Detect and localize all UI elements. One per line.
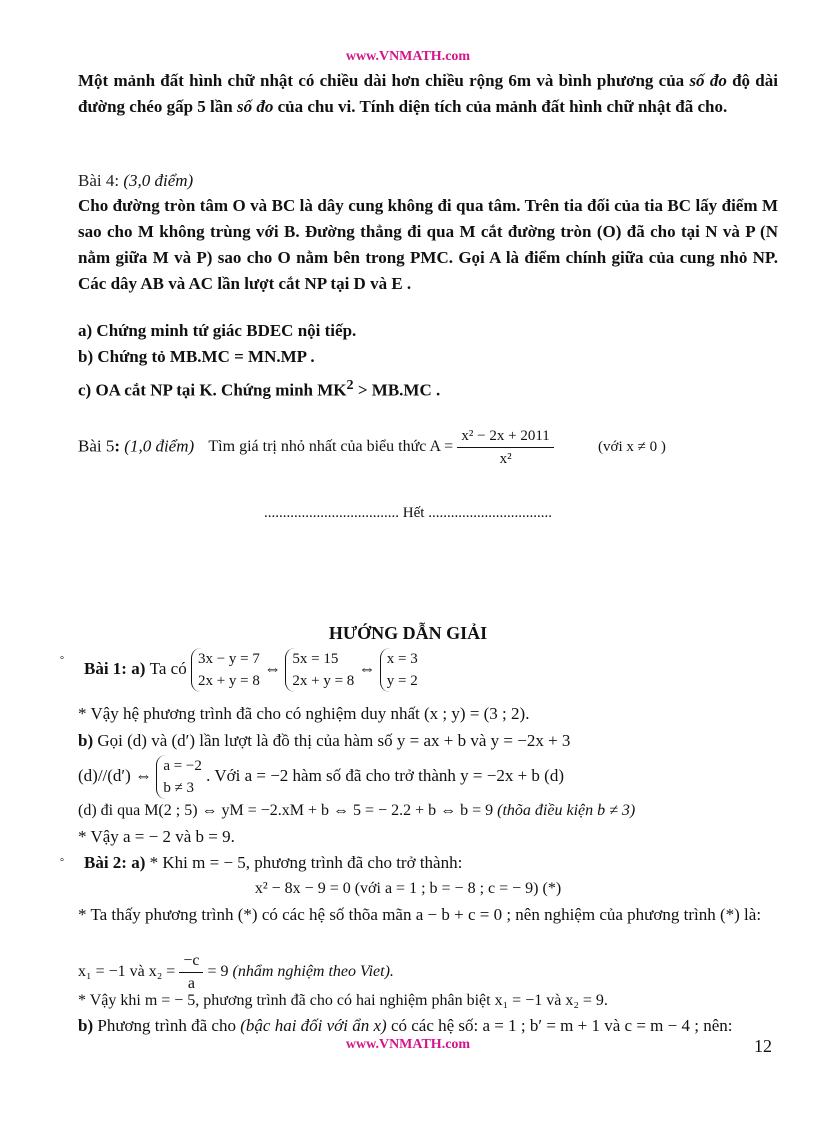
viet-fraction: $\frac{-c}{a}$ [179,950,203,995]
system-parallel: a = −2 b ≠ 3 [156,755,202,799]
bullet-icon: ° [60,655,64,666]
system-2: 5x = 15 2x + y = 8 [285,648,354,692]
sol-line-2: b) Gọi (d) và (d′) lần lượt là đồ thị của hàm số y = ax + b và y = −2x + 3 [78,731,571,750]
sol-line-7: * Vậy khi m = − 5, phương trình đã cho có hai nghiệm phân biệt x₁ = −1 và x₂ = 9. [78,992,608,1009]
system-1: 3x − y = 7 2x + y = 8 [191,648,260,692]
bai4-part-b: b) Chứng tỏ MB.MC = MN.MP . [78,347,315,366]
sol-parallel-line: (d)//(d′) ⇔ a = −2 b ≠ 3 . Với a = −2 hàm số đã cho trở thành y = −2x + b (d) [78,755,778,799]
header-site[interactable]: www.VNMATH.com [345,49,471,64]
bai2-a-line: Bài 2: a) * Khi m = − 5, phương trình đã cho trở thành: [84,853,463,872]
sol-line-6: x₁ = −1 và x₂ = $\frac{-c}{a}$ = 9 (nhẩm nghiệm theo Viet). [78,950,778,995]
end-mark: .................................... Hết ................................. [264,505,552,521]
solution-title: HƯỚNG DẪN GIẢI [328,623,488,643]
bai1-a-line: Bài 1: a) Ta có 3x − y = 7 2x + y = 8 ⇔ 5x = 15 2x + y = 8 ⇔ x = 3 y = 2 [84,648,784,692]
sol-line-5: * Ta thấy phương trình (*) có các hệ số thõa mãn a − b + c = 0 ; nên nghiệm của phương trình (*) là: [78,905,762,924]
page-number: 12 [754,1036,772,1056]
bai5-fraction: $\frac{\text{x² − 2x + 2011}}{\text{x²}}$ [457,425,553,470]
system-3: x = 3 y = 2 [380,648,418,692]
bai4-part-c: c) OA cắt NP tại K. Chứng minh $MK^2 > MB.MC$ . [78,377,441,400]
bai4-heading: Bài 4: (3,0 điểm) [78,171,194,190]
sol-equation: x² − 8x − 9 = 0 (với a = 1 ; b = − 8 ; c = − 9) (*) [254,880,562,897]
bai4-part-a: a) Chứng minh tứ giác BDEC nội tiếp. [78,321,357,340]
sol-line-1: * Vậy hệ phương trình đã cho có nghiệm duy nhất (x ; y) = (3 ; 2). [78,704,530,723]
bai3-statement: Một mảnh đất hình chữ nhật có chiều dài hơn chiều rộng 6m và bình phương của số đo độ dài đường chéo gấp 5 lần số đo của chu vi. Tính diện tích của mảnh đất hình chữ nhật đã cho. [78,71,778,116]
sol-line-8: b) Phương trình đã cho (bậc hai đối với ẩn x) có các hệ số: a = 1 ; b′ = m + 1 và c = m − 4 ; nên: [78,1016,733,1035]
sol-line-4: * Vậy a = − 2 và b = 9. [78,827,235,846]
angle-symbol: PMC [410,248,449,267]
sol-line-3: (d) đi qua M(2 ; 5) ⇔ yM = −2.xM + b ⇔ 5 = − 2.2 + b ⇔ b = 9 (thõa điều kiện b ≠ 3) [78,802,636,819]
footer-site[interactable]: www.VNMATH.com [345,1037,471,1052]
bai4-statement: Cho đường tròn tâm O và BC là dây cung không đi qua tâm. Trên tia đối của tia BC lấy điểm M sao cho M không trùng với B. Đường thẳng đi qua M cắt đường tròn (O) đã cho tại N và P (N nằm giữa M và P) sao cho O nằm bên trong PMC. Gọi A là điểm chính giữa của cung nhỏ NP. Các dây AB và AC lần lượt cắt NP tại D và E . [78,196,778,293]
bai5-line: Bài 5: (1,0 điểm) Tìm giá trị nhỏ nhất của biểu thức A = $\frac{\text{x² − 2x + 2011}}{\text{x²}}$ (với x ≠ 0 ) [78,425,778,470]
bullet-icon: ° [60,857,64,868]
